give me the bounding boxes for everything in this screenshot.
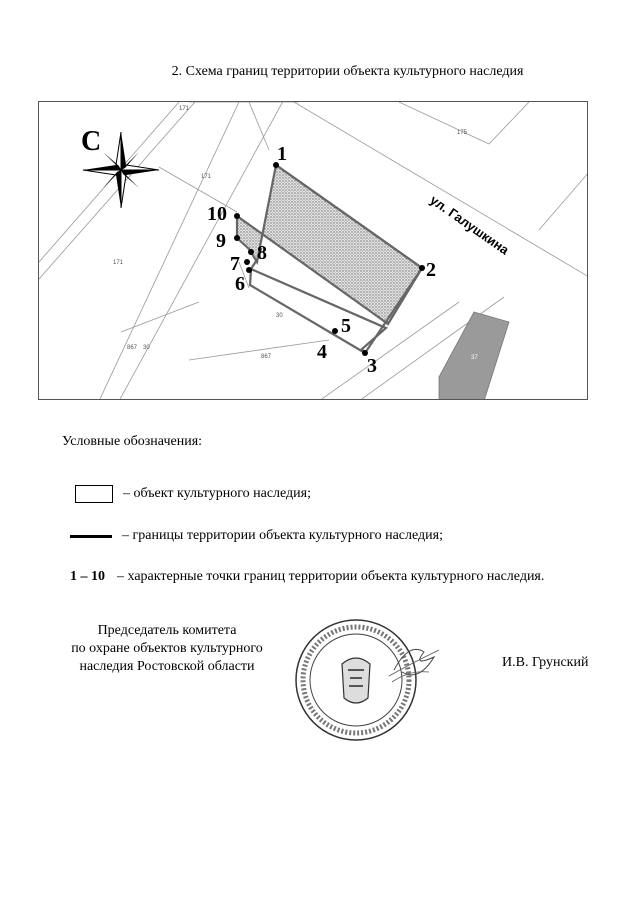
point-label: 4 bbox=[317, 341, 327, 363]
point-label: 6 bbox=[235, 273, 245, 295]
legend-range-symbol: 1 – 10 bbox=[70, 569, 105, 584]
point-label: 5 bbox=[341, 315, 351, 337]
vertex-7 bbox=[244, 259, 250, 265]
point-label: 9 bbox=[216, 230, 226, 252]
legend-box-symbol bbox=[75, 485, 113, 503]
street-label: ул. Галушкина bbox=[427, 192, 512, 258]
legend-item-text: – объект культурного наследия; bbox=[123, 486, 311, 501]
parcel-label: 867 bbox=[127, 345, 138, 351]
page-title: 2. Схема границ территории объекта культурного наследия bbox=[171, 64, 524, 79]
vertex-6 bbox=[246, 267, 252, 273]
legend-item-points bbox=[70, 569, 544, 585]
parcel-label: 30 bbox=[276, 313, 283, 319]
legend-heading: Условные обозначения: bbox=[62, 434, 203, 449]
point-label: 8 bbox=[257, 242, 267, 264]
point-label: 10 bbox=[207, 203, 227, 225]
point-label: 1 bbox=[277, 143, 287, 165]
boundary-map bbox=[38, 101, 588, 400]
signatory-position bbox=[40, 622, 294, 676]
point-label: 7 bbox=[230, 253, 240, 275]
parcel-label: 175 bbox=[457, 130, 468, 136]
signatory-name: И.В. Грунский bbox=[502, 655, 589, 670]
legend-item-text: – границы территории объекта культурного наследия; bbox=[122, 528, 443, 543]
legend-item-text: – характерные точки границ территории объекта культурного наследия. bbox=[117, 569, 545, 584]
point-label: 2 bbox=[426, 259, 436, 281]
vertex-9 bbox=[234, 235, 240, 241]
map-drawing bbox=[39, 102, 588, 400]
parcel-label: 171 bbox=[179, 106, 190, 112]
legend-item-object bbox=[60, 485, 311, 503]
parcel-label: 171 bbox=[113, 260, 124, 266]
parcel-label: 867 bbox=[261, 354, 272, 360]
parcel-label: 30 bbox=[143, 345, 150, 351]
position-line: Председатель комитета bbox=[97, 623, 237, 638]
parcel-label: 37 bbox=[471, 355, 478, 361]
vertex-2 bbox=[419, 265, 425, 271]
position-line: по охране объектов культурного bbox=[71, 641, 263, 656]
position-line: наследия Ростовской области bbox=[79, 659, 255, 674]
vertex-8 bbox=[248, 249, 254, 255]
point-label: 3 bbox=[367, 355, 377, 377]
compass-north-label: С bbox=[81, 126, 102, 157]
vertex-10 bbox=[234, 213, 240, 219]
parcel-label: 171 bbox=[201, 174, 212, 180]
legend-line-symbol bbox=[70, 535, 112, 538]
legend-item-boundary bbox=[60, 528, 443, 544]
vertex-4 bbox=[332, 328, 338, 334]
official-seal-icon bbox=[294, 612, 444, 742]
